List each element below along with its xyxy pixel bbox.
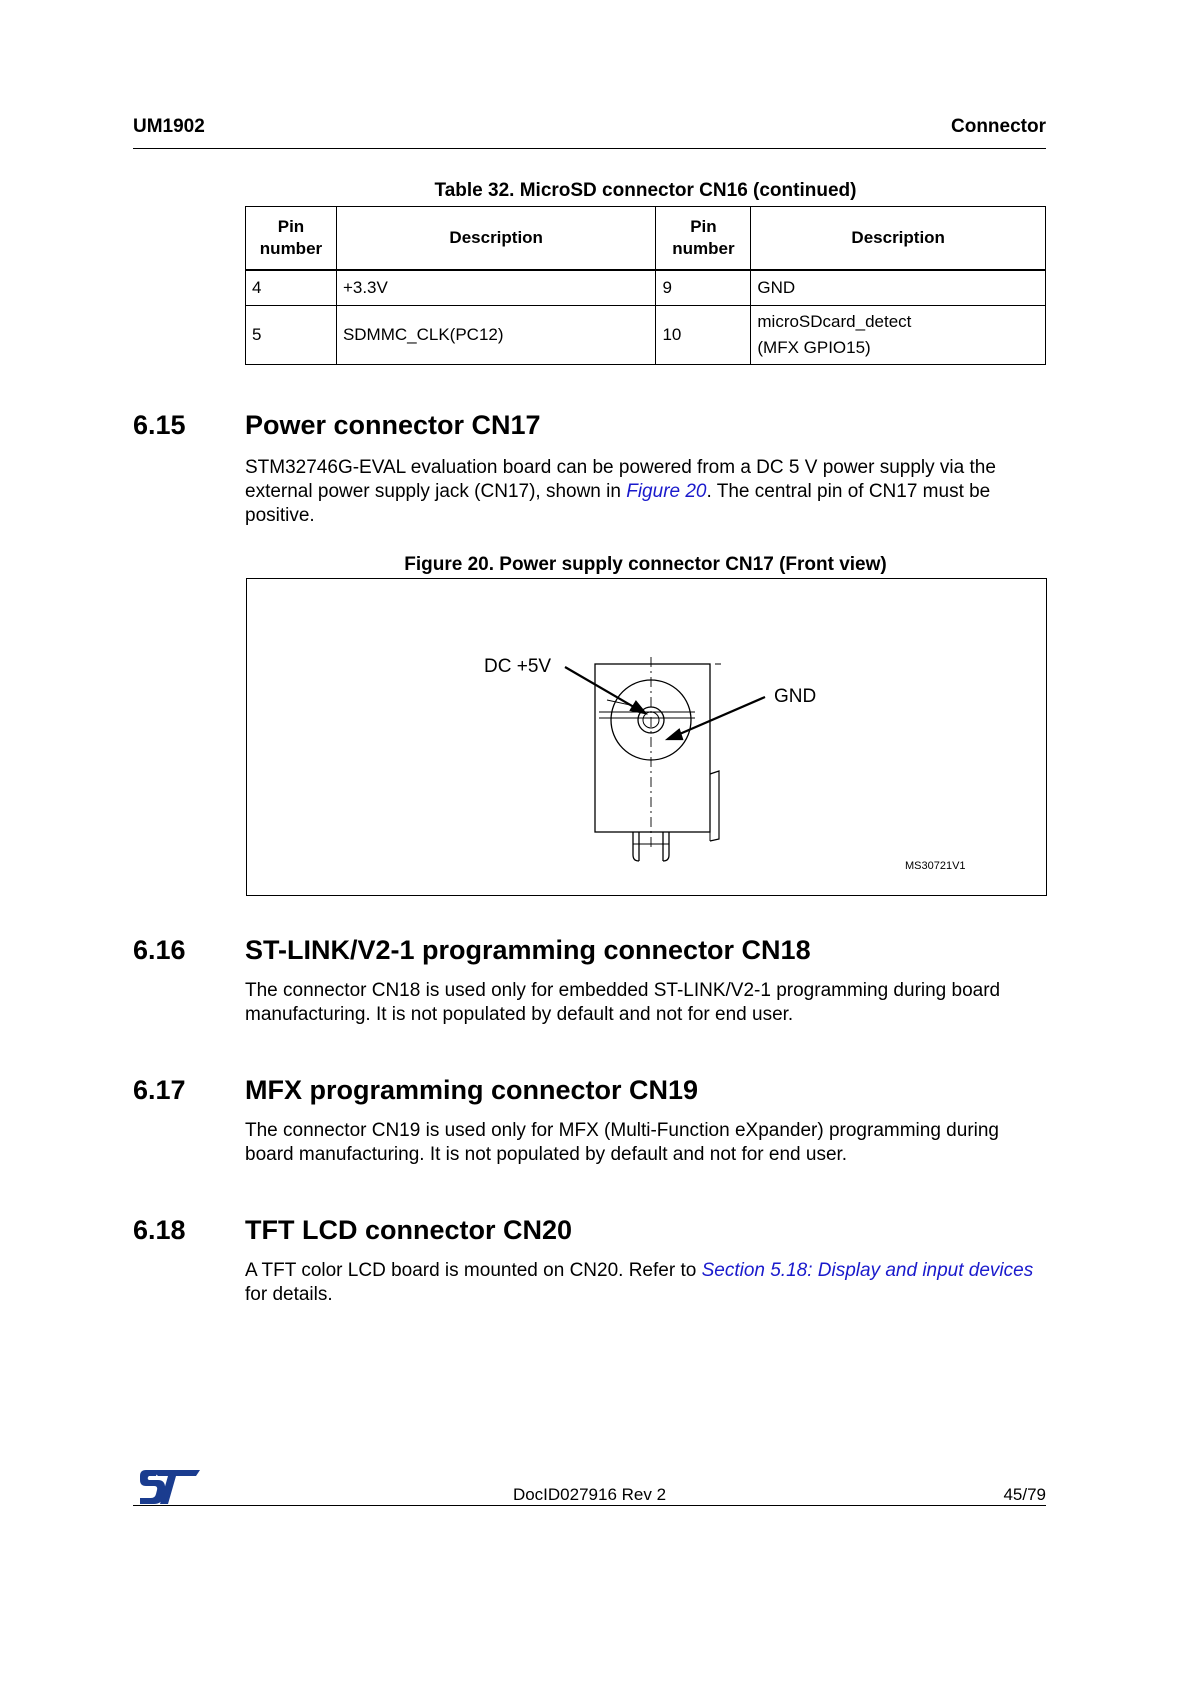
table-row (246, 270, 1046, 306)
header-pin-number-b: Pin number (656, 207, 751, 271)
footer-page-number: 45/79 (1003, 1485, 1046, 1504)
footer-doc-id: DocID027916 Rev 2 (512, 1485, 667, 1504)
pin-description (751, 306, 1046, 365)
paragraph-text: A TFT color LCD board is mounted on CN20. Refer to (245, 1260, 702, 1281)
paragraph-text: STM32746G-EVAL evaluation board can be powered from a DC 5 V power supply via the external power supply jack (CN17), shown in (245, 457, 996, 502)
pin-number: 10 (656, 306, 751, 365)
gnd-arrow-head (668, 730, 682, 739)
gnd-arrow-line (675, 697, 765, 736)
power-jack-drawing (247, 579, 1046, 895)
header-pin-number-a: Pin number (246, 207, 337, 271)
pin-description: GND (751, 270, 1046, 306)
section-title: ST-LINK/V2-1 programming connector CN18 (245, 935, 811, 965)
section-title: Power connector CN17 (245, 410, 541, 440)
pin-description-line: (MFX GPIO15) (757, 338, 871, 357)
paragraph-text: . The central pin of CN17 must be positive. (245, 481, 991, 526)
section-number: 6.17 (133, 1075, 186, 1105)
section-5-18-link[interactable]: Section 5.18: Display and input devices (701, 1260, 1034, 1281)
table-row (246, 306, 1046, 365)
label-gnd: GND (774, 686, 817, 707)
section-paragraph (245, 1259, 1045, 1307)
pin-description-line: microSDcard_detect (757, 312, 912, 331)
section-paragraph: The connector CN19 is used only for MFX (Multi-Function eXpander) programming during board manufacturing. It is not populated by default and not for end user. (245, 1120, 999, 1165)
pin-description: SDMMC_CLK(PC12) (336, 306, 656, 365)
section-number: 6.15 (133, 410, 186, 440)
pin-description: +3.3V (336, 270, 656, 306)
table-header-row (246, 207, 1046, 271)
header-section: Connector (951, 116, 1046, 137)
pin-number: 5 (246, 306, 337, 365)
figure-code: MS30721V1 (905, 860, 966, 872)
section-title: TFT LCD connector CN20 (245, 1215, 573, 1245)
pin-number: 9 (656, 270, 751, 306)
header-description-b: Description (751, 207, 1046, 271)
header-description-a: Description (336, 207, 656, 271)
header-doc-code: UM1902 (133, 116, 205, 137)
dc-arrow-head (631, 702, 645, 713)
section-paragraph (245, 456, 1045, 528)
jack-body (595, 664, 710, 832)
table-caption: Table 32. MicroSD connector CN16 (continued) (434, 180, 857, 201)
section-number: 6.18 (133, 1215, 186, 1245)
figure-20-link[interactable]: Figure 20 (626, 481, 707, 502)
label-dc-plus-5v: DC +5V (484, 656, 552, 677)
header-rule (133, 148, 1046, 149)
footer-rule (133, 1505, 1046, 1506)
figure-caption: Figure 20. Power supply connector CN17 (Front view) (404, 554, 887, 575)
section-title: MFX programming connector CN19 (245, 1075, 699, 1105)
dc-arrow-line (565, 667, 639, 710)
figure-power-connector (246, 578, 1047, 896)
section-paragraph: The connector CN18 is used only for embedded ST-LINK/V2-1 programming during board manufacturing. It is not populated by default and not for end user. (245, 980, 1001, 1025)
pin-number: 4 (246, 270, 337, 306)
paragraph-text: for details. (245, 1284, 333, 1305)
section-number: 6.16 (133, 935, 186, 965)
microsd-pin-table (245, 206, 1046, 365)
